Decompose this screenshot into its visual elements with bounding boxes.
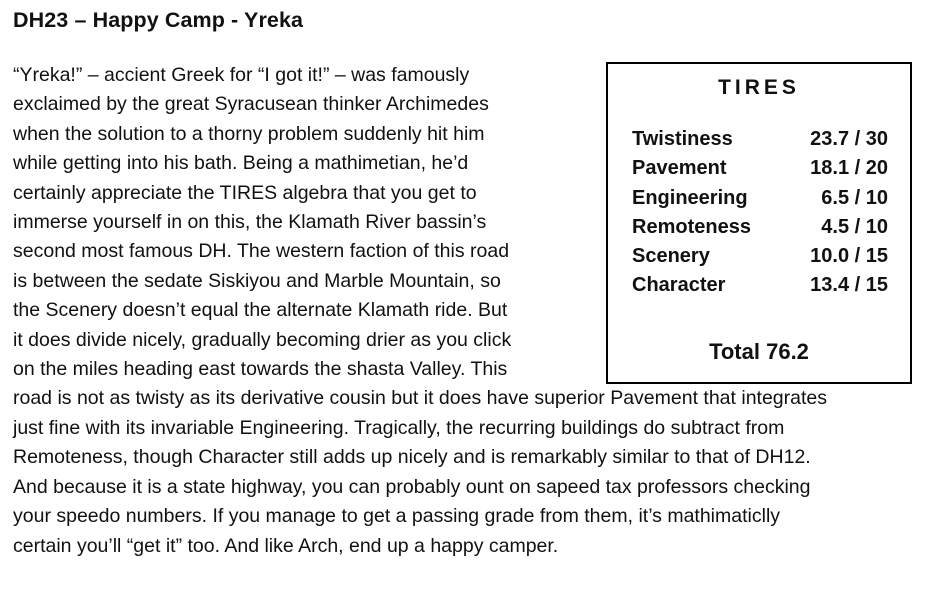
tires-heading: TIRES	[718, 76, 800, 99]
body-line: certainly appreciate the TIRES algebra that you get to	[13, 181, 477, 204]
score-row-remoteness	[632, 213, 888, 242]
score-row-pavement	[632, 154, 888, 183]
body-line: certain you’ll “get it” too. And like Arch, end up a happy camper.	[13, 534, 559, 557]
score-value: 23.7 / 30	[810, 128, 888, 150]
score-value: 13.4 / 15	[810, 274, 888, 297]
body-line: road is not as twisty as its derivative cousin but it does have superior Pavement that integrates	[13, 387, 828, 410]
body-line: on the miles heading east towards the shasta Valley. This	[13, 358, 508, 381]
body-line: is between the sedate Siskiyou and Marble Mountain, so	[13, 269, 501, 292]
score-value: 18.1 / 20	[810, 157, 888, 180]
score-value: 4.5 / 10	[821, 215, 888, 238]
score-row-twistiness	[632, 125, 888, 154]
body-line: just fine with its invariable Engineering. Tragically, the recurring buildings do subtract from	[13, 416, 785, 439]
score-label: Pavement	[632, 157, 727, 180]
body-line: second most famous DH. The western faction of this road	[13, 240, 510, 263]
score-value: 10.0 / 15	[810, 245, 888, 268]
body-line: while getting into his bath. Being a mathimetian, he’d	[13, 152, 469, 175]
score-row-engineering	[632, 184, 888, 213]
page-title: DH23 – Happy Camp - Yreka	[13, 8, 304, 32]
body-line: And because it is a state highway, you can probably ount on sapeed tax professors checking	[13, 475, 811, 498]
score-label: Character	[632, 274, 726, 297]
body-line: Remoteness, though Character still adds up nicely and is remarkably similar to that of DH12.	[13, 446, 811, 469]
score-value: 6.5 / 10	[821, 186, 888, 209]
body-line: when the solution to a thorny problem suddenly hit him	[13, 122, 485, 145]
body-line: immerse yourself in on this, the Klamath River bassin’s	[13, 211, 487, 234]
body-line: your speedo numbers. If you manage to get a passing grade from them, it’s mathimaticlly	[13, 505, 781, 528]
score-label: Remoteness	[632, 215, 751, 238]
score-label: Twistiness	[632, 128, 733, 150]
body-line: “Yreka!” – accient Greek for “I got it!” – was famously	[13, 64, 470, 86]
score-label: Engineering	[632, 186, 748, 209]
score-row-character	[632, 271, 888, 300]
body-line: the Scenery doesn’t equal the alternate Klamath ride. But	[13, 299, 508, 322]
score-list	[632, 125, 888, 301]
score-label: Scenery	[632, 245, 710, 268]
body-line: it does divide nicely, gradually becoming drier as you click	[13, 328, 512, 351]
score-row-scenery	[632, 242, 888, 271]
tires-score-box	[606, 62, 912, 384]
tires-total: Total 76.2	[709, 339, 809, 364]
body-line: exclaimed by the great Syracusean thinker Archimedes	[13, 93, 489, 116]
